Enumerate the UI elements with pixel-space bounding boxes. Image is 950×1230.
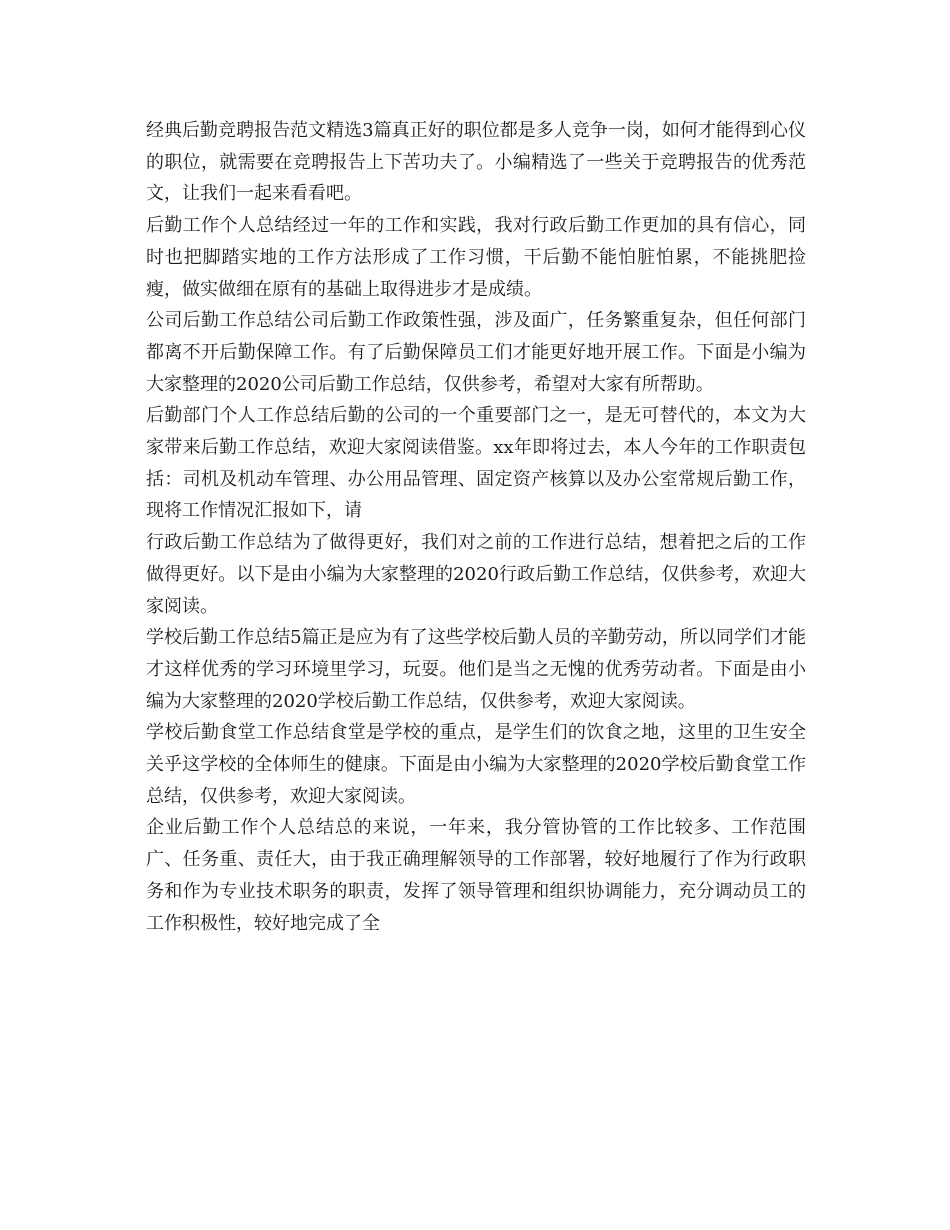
document-body — [146, 115, 806, 939]
paragraph-4: 后勤部门个人工作总结后勤的公司的一个重要部门之一，是无可替代的，本文为大家带来后勤工作总结，欢迎大家阅读借鉴。xx年即将过去，本人今年的工作职责包括：司机及机动车管理、办公用品管理、固定资产核算以及办公室常规后勤工作，现将工作情况汇报如下，请 — [146, 405, 806, 522]
paragraph-5: 行政后勤工作总结为了做得更好，我们对之前的工作进行总结，想着把之后的工作做得更好。以下是由小编为大家整理的2020行政后勤工作总结，仅供参考，欢迎大家阅读。 — [146, 532, 806, 617]
paragraph-8: 企业后勤工作个人总结总的来说，一年来，我分管协管的工作比较多、工作范围广、任务重、责任大，由于我正确理解领导的工作部署，较好地履行了作为行政职务和作为专业技术职务的职责，发挥了领导管理和组织协调能力，充分调动员工的工作积极性，较好地完成了全 — [146, 817, 806, 934]
paragraph-6: 学校后勤工作总结5篇正是应为有了这些学校后勤人员的辛勤劳动，所以同学们才能才这样优秀的学习环境里学习，玩耍。他们是当之无愧的优秀劳动者。下面是由小编为大家整理的2020学校后勤工作总结，仅供参考，欢迎大家阅读。 — [146, 627, 806, 712]
paragraph-2: 后勤工作个人总结经过一年的工作和实践，我对行政后勤工作更加的具有信心，同时也把脚踏实地的工作方法形成了工作习惯，干后勤不能怕脏怕累，不能挑肥捡瘦，做实做细在原有的基础上取得进步才是成绩。 — [146, 215, 806, 300]
paragraph-7: 学校后勤食堂工作总结食堂是学校的重点，是学生们的饮食之地，这里的卫生安全关乎这学校的全体师生的健康。下面是由小编为大家整理的2020学校后勤食堂工作总结，仅供参考，欢迎大家阅读。 — [146, 722, 806, 807]
paragraph-1: 经典后勤竞聘报告范文精选3篇真正好的职位都是多人竞争一岗，如何才能得到心仪的职位，就需要在竞聘报告上下苦功夫了。小编精选了一些关于竞聘报告的优秀范文，让我们一起来看看吧。 — [146, 120, 806, 205]
paragraph-3: 公司后勤工作总结公司后勤工作政策性强，涉及面广，任务繁重复杂，但任何部门都离不开后勤保障工作。有了后勤保障员工们才能更好地开展工作。下面是小编为大家整理的2020公司后勤工作总结，仅供参考，希望对大家有所帮助。 — [146, 310, 806, 395]
